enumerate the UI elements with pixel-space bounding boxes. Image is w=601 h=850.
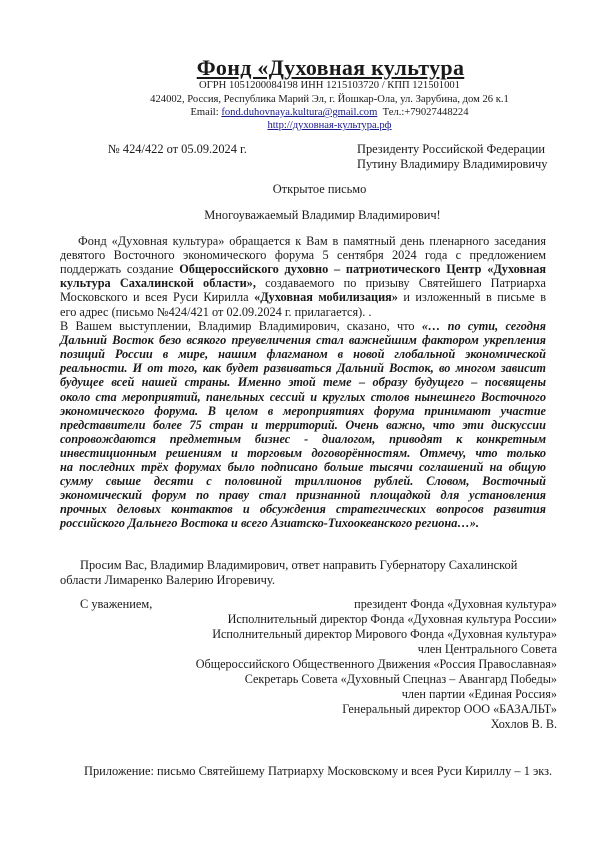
body-line: [60, 404, 546, 418]
text-segment: позиций России в мире, нашим флагманом в новой глобальной экономической: [60, 347, 546, 362]
body-line: [60, 390, 546, 404]
website-line: [0, 120, 601, 131]
signature-title-4: член Центрального Совета: [417, 642, 557, 656]
website-link[interactable]: http://духовная-культура.рф: [267, 120, 392, 131]
contact-line: [0, 107, 601, 118]
body-line: [60, 446, 546, 460]
text-segment: реальности. И от того, как будет развиваться Дальний Восток, во многом зависит: [60, 361, 546, 376]
body-line: [60, 418, 546, 432]
body-line: [60, 502, 546, 516]
salutation: Многоуважаемый Владимир Владимирович!: [204, 208, 441, 222]
text-segment: Дальний Восток безо всякого преувеличения стал важнейшим фактором укрепления: [60, 333, 546, 348]
email-link[interactable]: fond.duhovnaya.kultura@gmail.com: [221, 107, 378, 118]
text-segment: .: [365, 304, 372, 319]
signer-name: Хохлов В. В.: [490, 717, 557, 731]
body-line: [60, 290, 546, 304]
closing: С уважением,: [80, 597, 153, 611]
text-segment: его адрес (письмо №424/421 от 02.09.2024 г. прилагается).: [60, 304, 366, 319]
letterhead-title: Фонд «Духовная культура: [196, 55, 465, 80]
text-segment: культура Сахалинской области»,: [60, 276, 256, 291]
text-segment: сопровождаются предметным бизнес - диалогом, приводят к конкретным: [60, 431, 546, 446]
text-segment: «Духовная мобилизация»: [254, 290, 398, 305]
text-segment: на последних трёх форумах было подписано больше тысячи соглашений на общую: [60, 460, 546, 474]
text-segment: инвестиционным решениям и торговым договорённостям. Отмечу, что только: [60, 445, 546, 460]
addressee-line-1: Президенту Российской Федерации: [357, 142, 545, 156]
registration-numbers: ОГРН 1051200084198 ИНН 1215103720 / КПП 121501001: [199, 80, 460, 91]
text-segment: поддержать создание: [60, 262, 180, 277]
text-segment: Фонд «Духовная культура» обращается к Вам в памятный день пленарного заседания: [78, 234, 546, 248]
text-segment: сумму свыше десяти с половиной триллионов рублей. Словом, Восточный: [60, 474, 546, 489]
body-line: [60, 516, 546, 530]
text-segment: создаваемого по призыву Святейшего Патриарха: [255, 276, 546, 291]
letter-heading: Открытое письмо: [272, 182, 367, 196]
email-label: Email:: [190, 107, 219, 118]
text-segment: девятого Восточного экономического форума 5 сентября 2024 года с предложением: [60, 248, 546, 263]
request-line-1: Просим Вас, Владимир Владимирович, ответ направить Губернатору Сахалинской: [80, 558, 518, 572]
body-line: [60, 347, 546, 361]
text-segment: «… по сути, сегодня: [421, 319, 547, 333]
body-line: [78, 234, 546, 248]
signature-title-1: президент Фонда «Духовная культура»: [354, 597, 557, 611]
text-segment: прочных деловых контактов и обсуждения стратегических вопросов развития: [60, 502, 546, 517]
reference-number: № 424/422 от 05.09.2024 г.: [108, 142, 247, 156]
text-segment: около ста мероприятий, панельных сессий и круглых столов нынешнего Восточного: [60, 389, 546, 404]
body-line: [60, 432, 546, 446]
text-segment: В Вашем выступлении, Владимир Владимирович, сказано, что: [60, 319, 422, 333]
text-segment: Общероссийского духовно – патриотического Центр «Духовная: [179, 262, 546, 277]
text-segment: и изложенный в письме в: [397, 290, 546, 305]
body-line: [60, 333, 546, 347]
phone: Тел.:+79027448224: [382, 107, 469, 118]
body-line: [60, 305, 546, 319]
signature-title-8: Генеральный директор ООО «БАЗАЛЬТ»: [342, 702, 557, 716]
body-line: [60, 460, 546, 474]
signature-title-6: Секретарь Совета «Духовный Спецназ – Авангард Победы»: [244, 672, 557, 686]
attachment-note: Приложение: письмо Святейшему Патриарху Московскому и всея Руси Кириллу – 1 экз.: [84, 764, 553, 778]
body-line: [60, 375, 546, 389]
signature-title-5: Общероссийского Общественного Движения «Россия Православная»: [195, 657, 557, 671]
body-line: [60, 319, 546, 333]
body-line: [60, 248, 546, 262]
text-segment: экономического форума. В целом в мероприятиях форума принимают участие: [60, 403, 546, 418]
signature-title-7: член партии «Единая Россия»: [401, 687, 557, 701]
body-line: [60, 276, 546, 290]
text-segment: российского Дальнего Востока и всего Азиатско-Тихоокеанского региона…».: [60, 516, 479, 531]
signature-title-3: Исполнительный директор Мирового Фонда «Духовная культура»: [212, 627, 557, 641]
text-segment: представители более 75 стран и территорий. Очень важно, что эти дискуссии: [60, 417, 546, 432]
addressee-line-2: Путину Владимиру Владимировичу: [357, 157, 548, 171]
body-line: [60, 474, 546, 488]
text-segment: Московского и всея Руси Кирилла: [60, 290, 255, 305]
text-segment: экономический форум по праву стал признанной площадкой для установления: [60, 488, 546, 503]
body-line: [60, 262, 546, 276]
text-segment: будущее всей нашей страны. Именно этой теме – образу будущего – посвящены: [60, 375, 546, 390]
body-line: [60, 488, 546, 502]
body-line: [60, 361, 546, 375]
signature-title-2: Исполнительный директор Фонда «Духовная культура России»: [227, 612, 557, 626]
request-line-2: области Лимаренко Валерию Игоревичу.: [60, 573, 275, 587]
postal-address: 424002, Россия, Республика Марий Эл, г. Йошкар-Ола, ул. Зарубина, дом 26 к.1: [150, 94, 509, 105]
